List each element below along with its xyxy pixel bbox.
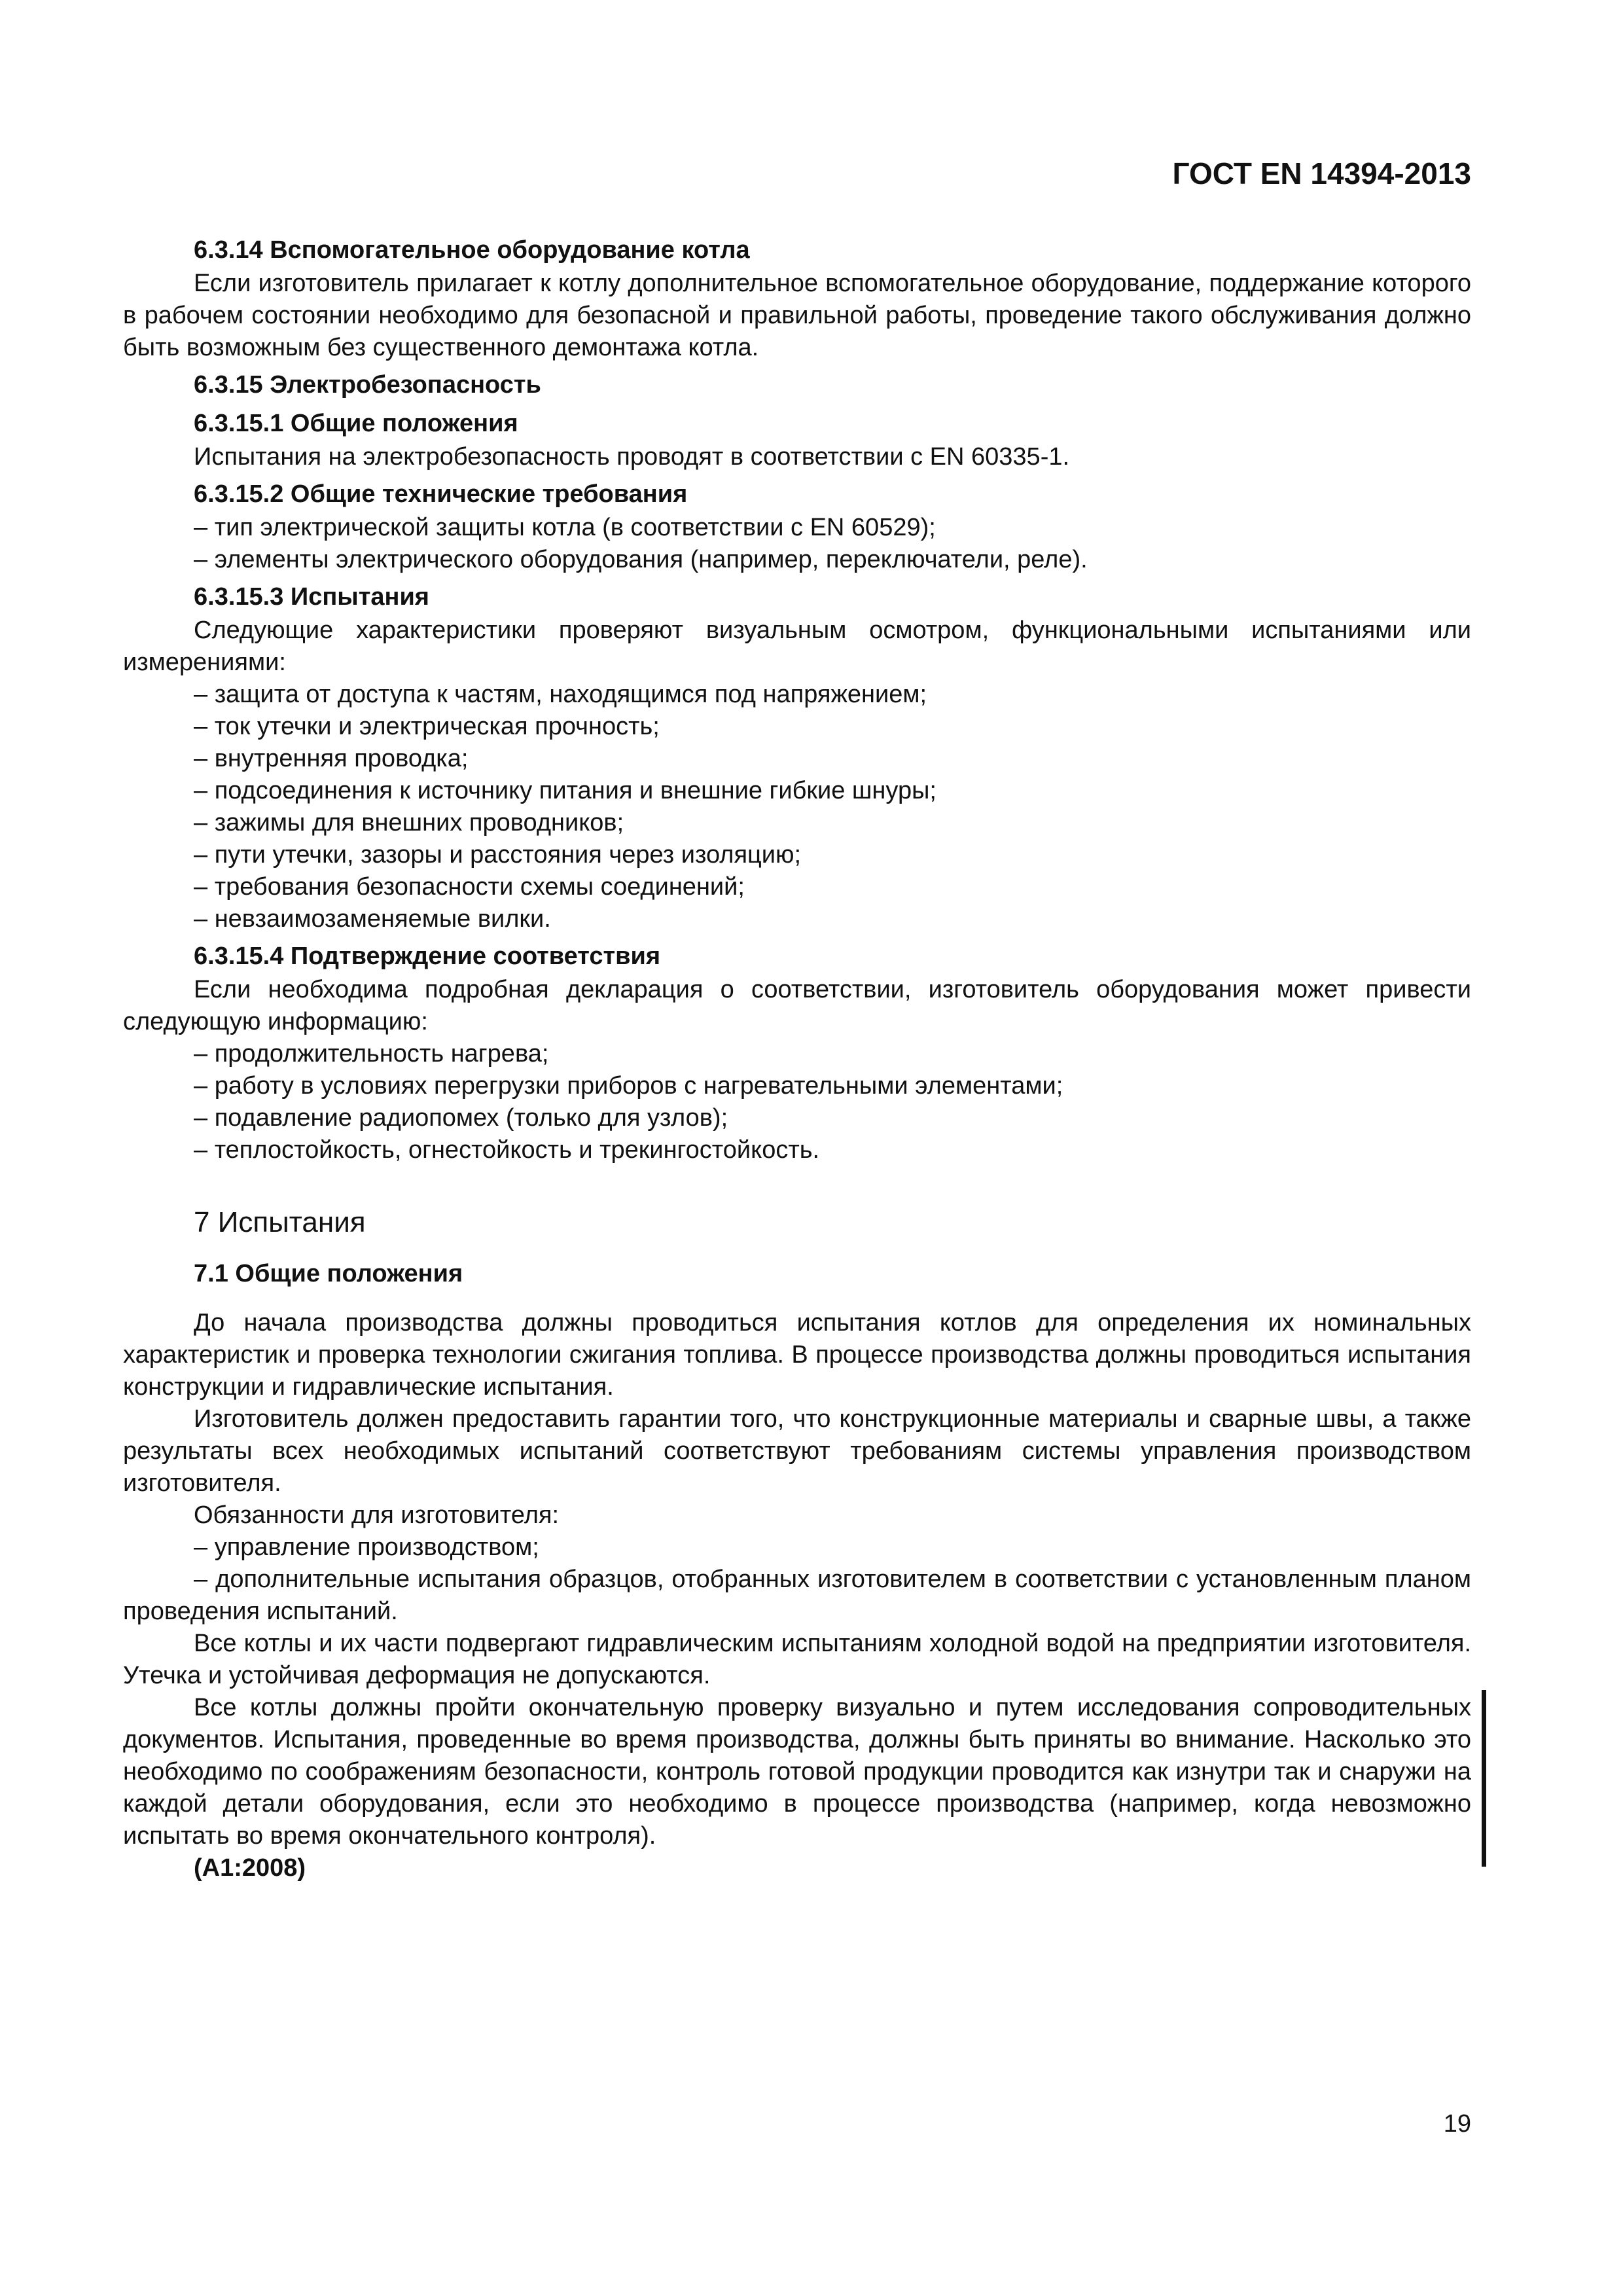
paragraph: Следующие характеристики проверяют визуальным осмотром, функциональными испытаниями или измерениями: (123, 617, 1471, 676)
list-item: – ток утечки и электрическая прочность; (194, 713, 660, 740)
amendment-mark: (А1:2008) (194, 1854, 306, 1882)
list-item: – тип электрической защиты котла (в соответствии с EN 60529); (194, 514, 936, 541)
change-bar (1482, 1690, 1486, 1867)
heading-6-3-15-3: 6.3.15.3 Испытания (194, 583, 429, 611)
paragraph: Если изготовитель прилагает к котлу дополнительное вспомогательное оборудование, поддержание которого в рабочем состоянии необходимо для безопасной и правильной работы, проведение такого обслуживания должно быть возможным без существенного демонтажа котла. (123, 270, 1471, 361)
paragraph: Обязанности для изготовителя: (194, 1501, 560, 1529)
list-item: – требования безопасности схемы соединений; (194, 873, 745, 901)
heading-6-3-15-1: 6.3.15.1 Общие положения (194, 410, 518, 437)
heading-6-3-15-4: 6.3.15.4 Подтверждение соответствия (194, 942, 661, 970)
document-code: ГОСТ EN 14394-2013 (1172, 156, 1471, 190)
paragraph: Все котлы должны пройти окончательную проверку визуально и путем исследования сопроводительных документов. Испытания, проведенные во время производства, должны быть приняты во внимание. Насколько это необходимо по соображениям безопасности, контроль готовой продукции проводится как изнутри так и снаружи на каждой детали оборудования, если это необходимо в процессе производства (например, когда невозможно испытать во время окончательного контроля). (123, 1694, 1471, 1850)
list-item: – продолжительность нагрева; (194, 1040, 549, 1067)
paragraph: Испытания на электробезопасность проводят в соответствии с EN 60335-1. (194, 443, 1070, 471)
list-item: – элементы электрического оборудования (например, переключатели, реле). (194, 546, 1088, 573)
paragraph: Все котлы и их части подвергают гидравлическим испытаниям холодной водой на предприятии изготовителя. Утечка и устойчивая деформация не допускаются. (123, 1630, 1471, 1689)
section-heading-7: 7 Испытания (194, 1206, 366, 1238)
list-item: – подсоединения к источнику питания и внешние гибкие шнуры; (194, 777, 936, 804)
paragraph: До начала производства должны проводиться испытания котлов для определения их номинальных характеристик и проверка технологии сжигания топлива. В процессе производства должны проводиться испытания конструкции и гидравлические испытания. (123, 1309, 1471, 1401)
list-item: – зажимы для внешних проводников; (194, 809, 624, 836)
list-item: – защита от доступа к частям, находящимся под напряжением; (194, 681, 927, 708)
list-item: – внутренняя проводка; (194, 745, 469, 772)
heading-6-3-15: 6.3.15 Электробезопасность (194, 371, 541, 399)
heading-7-1: 7.1 Общие положения (194, 1260, 463, 1287)
list-item: – пути утечки, зазоры и расстояния через изоляцию; (194, 841, 802, 869)
list-item: – управление производством; (194, 1534, 539, 1561)
list-item: – дополнительные испытания образцов, отобранных изготовителем в соответствии с установленным планом проведения испытаний. (123, 1566, 1471, 1625)
paragraph: Изготовитель должен предоставить гарантии того, что конструкционные материалы и сварные швы, а также результаты всех необходимых испытаний соответствуют требованиям системы управления производством изготовителя. (123, 1405, 1471, 1497)
list-item: – работу в условиях перегрузки приборов с нагревательными элементами; (194, 1072, 1063, 1100)
heading-6-3-15-2: 6.3.15.2 Общие технические требования (194, 480, 688, 508)
list-item: – подавление радиопомех (только для узлов); (194, 1104, 728, 1132)
page-number: 19 (1443, 2110, 1471, 2138)
list-item: – теплостойкость, огнестойкость и трекингостойкость. (194, 1136, 820, 1164)
heading-6-3-14: 6.3.14 Вспомогательное оборудование котла (194, 236, 750, 264)
list-item: – невзаимозаменяемые вилки. (194, 905, 551, 933)
document-body (123, 229, 1471, 1884)
paragraph: Если необходима подробная декларация о соответствии, изготовитель оборудования может привести следующую информацию: (123, 976, 1471, 1035)
